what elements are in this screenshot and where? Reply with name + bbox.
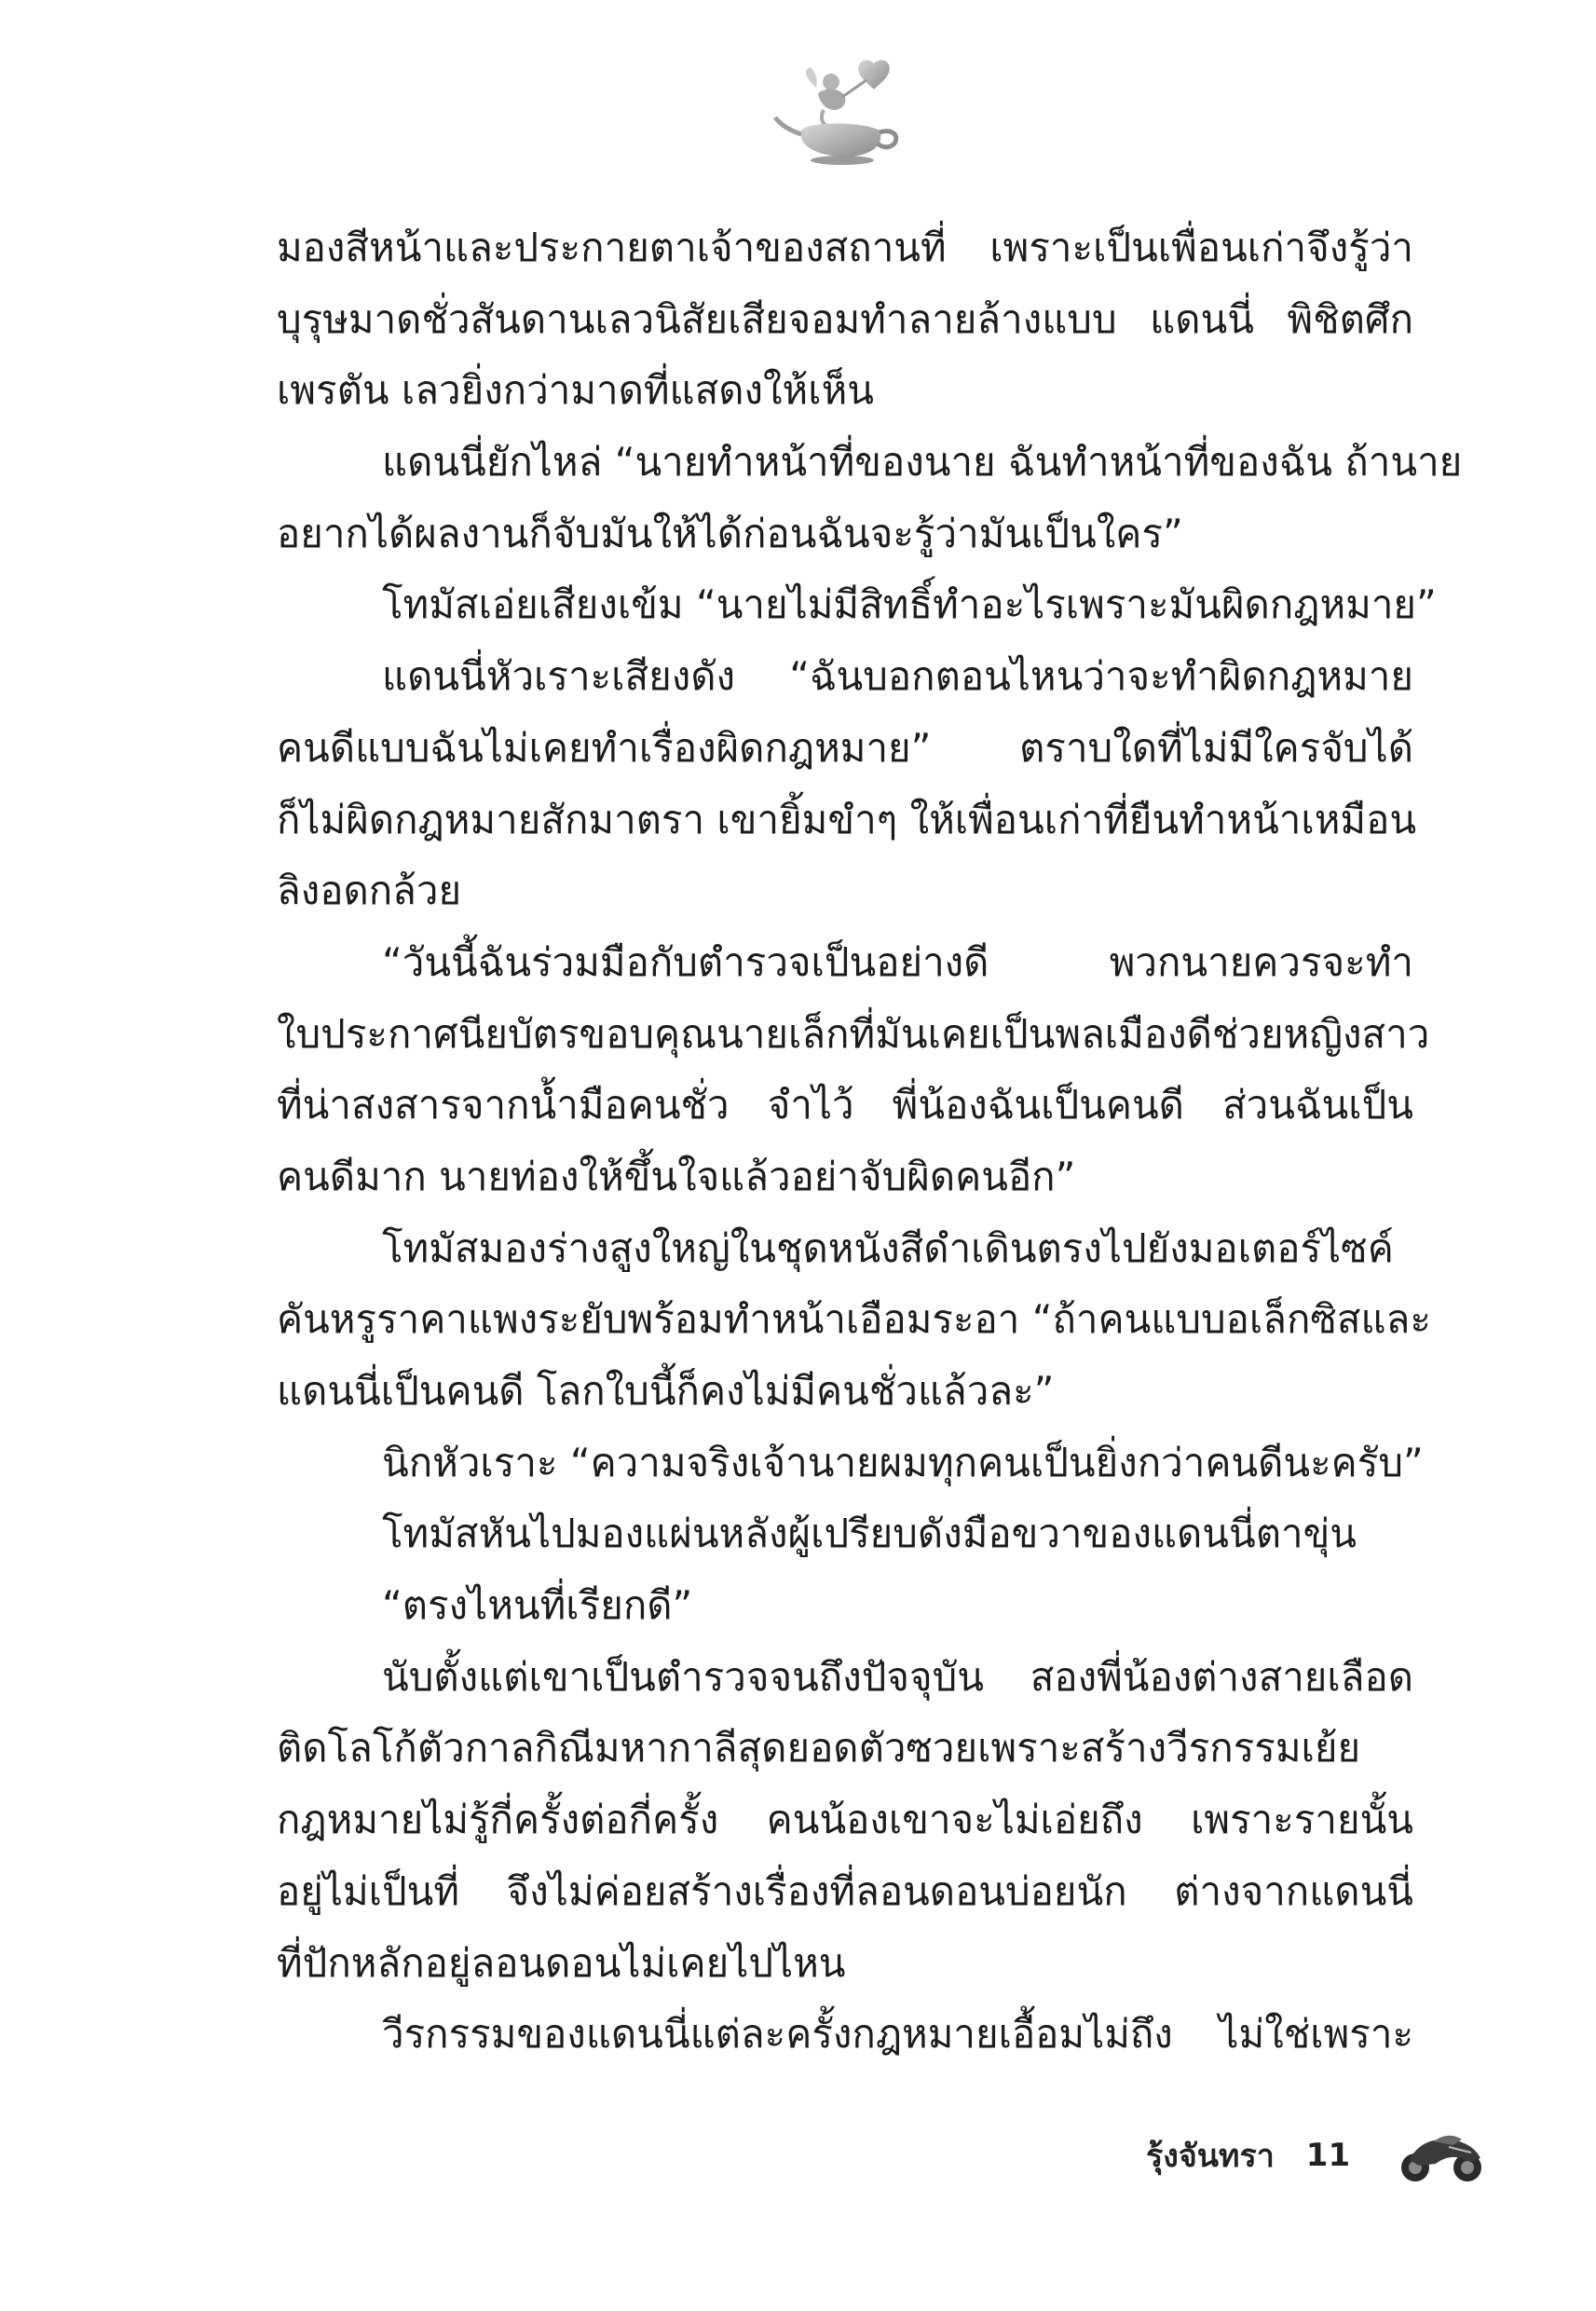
text-line: แดนนี่ยักไหล่ “นายทำหน้าที่ของนาย ฉันทำหน้าที่ของฉัน ถ้านาย: [382, 439, 1463, 485]
text-line: อยู่ไม่เป็นที่ จึงไม่ค่อยสร้างเรื่องที่ลอนดอนบ่อยนัก ต่างจากแดนนี่: [277, 1867, 1413, 1914]
text-line: โทมัสมองร่างสูงใหญ่ในชุดหนังสีดำเดินตรงไปยังมอเตอร์ไซค์: [382, 1224, 1394, 1271]
body-text: [277, 212, 1463, 2071]
book-title: รุ้งจันทรา: [1146, 2138, 1275, 2175]
cupid-teapot-ornament-icon: [770, 56, 919, 168]
text-line: วีรกรรมของแดนนี่แต่ละครั้งกฎหมายเอื้อมไม่ถึง ไม่ใช่เพราะ: [382, 2011, 1413, 2058]
text-line: “ตรงไหนที่เรียกดี”: [382, 1582, 693, 1629]
text-line: นิกหัวเราะ “ความจริงเจ้านายผมทุกคนเป็นยิ่งกว่าคนดีนะครับ”: [382, 1439, 1424, 1485]
text-line: คนดีมาก นายท่องให้ขึ้นใจแล้วอย่าจับผิดคนอีก”: [277, 1153, 1076, 1199]
text-line: คนดีแบบฉันไม่เคยทำเรื่องผิดกฎหมาย” ตราบใดที่ไม่มีใครจับได้: [277, 724, 1413, 771]
text-line: แดนนี่หัวเราะเสียงดัง “ฉันบอกตอนไหนว่าจะทำผิดกฎหมาย: [382, 653, 1413, 700]
text-line: ก็ไม่ผิดกฎหมายสักมาตรา เขายิ้มขำๆ ให้เพื่อนเก่าที่ยืนทำหน้าเหมือน: [277, 796, 1417, 842]
text-line: ที่ปักหลักอยู่ลอนดอนไม่เคยไปไหน: [277, 1939, 846, 1986]
motorcycle-icon: [1397, 2126, 1485, 2184]
text-line: “วันนี้ฉันร่วมมือกับตำรวจเป็นอย่างดี พวกนายควรจะทำ: [382, 938, 1413, 985]
page-number: 11: [1305, 2137, 1351, 2174]
text-line: เพรตัน เลวยิ่งกว่ามาดที่แสดงให้เห็น: [277, 367, 874, 414]
text-line: ใบประกาศนียบัตรขอบคุณนายเล็กที่มันเคยเป็นพลเมืองดีช่วยหญิงสาว: [277, 1010, 1430, 1057]
text-line: นับตั้งแต่เขาเป็นตำรวจจนถึงปัจจุบัน สองพี่น้องต่างสายเลือด: [382, 1653, 1413, 1700]
text-line: มองสีหน้าและประกายตาเจ้าของสถานที่ เพราะเป็นเพื่อนเก่าจึงรู้ว่า: [277, 225, 1413, 270]
text-line: อยากได้ผลงานก็จับมันให้ได้ก่อนฉันจะรู้ว่ามันเป็นใคร”: [277, 510, 1183, 556]
text-line: ติดโลโก้ตัวกาลกิณีมหากาลีสุดยอดตัวซวยเพราะสร้างวีรกรรมเย้ย: [277, 1725, 1361, 1771]
text-line: ลิงอดกล้วย: [277, 868, 462, 914]
text-line: ที่น่าสงสารจากน้ำมือคนชั่ว จำไว้ พี่น้องฉันเป็นคนดี ส่วนฉันเป็น: [277, 1082, 1413, 1128]
text-line: แดนนี่เป็นคนดี โลกใบนี้ก็คงไม่มีคนชั่วแล้วละ”: [277, 1368, 1055, 1414]
page-footer: [1146, 2123, 1485, 2188]
text-line: บุรุษมาดชั่วสันดานเลวนิสัยเสียจอมทำลายล้างแบบ แดนนี่ พิชิตศึก: [277, 295, 1413, 342]
text-line: โทมัสหันไปมองแผ่นหลังผู้เปรียบดังมือขวาของแดนนี่ตาขุ่น: [382, 1511, 1357, 1557]
text-line: คันหรูราคาแพงระยับพร้อมทำหน้าเอือมระอา “ถ้าคนแบบอเล็กซิสและ: [277, 1296, 1431, 1343]
text-line: โทมัสเอ่ยเสียงเข้ม “นายไม่มีสิทธิ์ทำอะไรเพราะมันผิดกฎหมาย”: [382, 581, 1437, 628]
text-line: กฎหมายไม่รู้กี่ครั้งต่อกี่ครั้ง คนน้องเขาจะไม่เอ่ยถึง เพราะรายนั้น: [277, 1797, 1413, 1843]
